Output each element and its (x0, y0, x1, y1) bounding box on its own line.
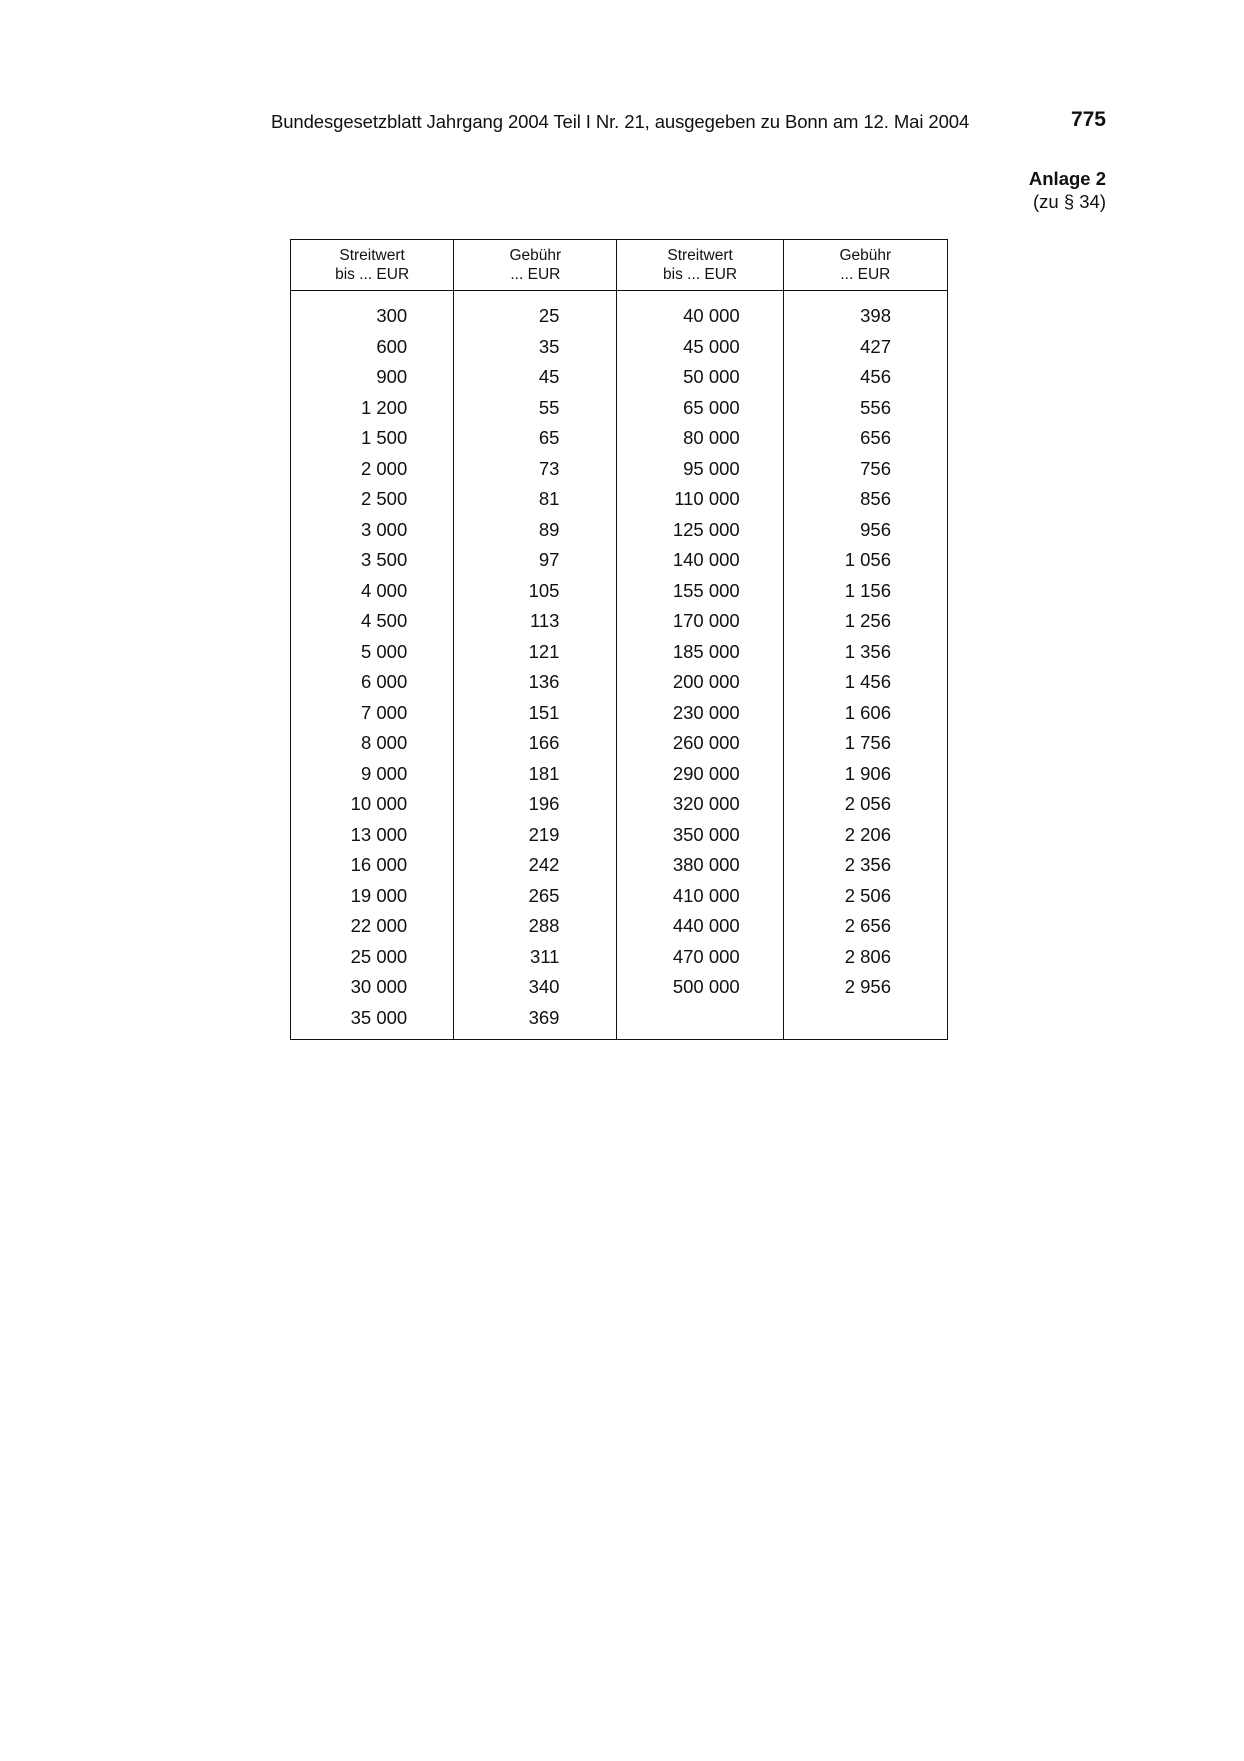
table-row (291, 362, 948, 393)
gebuehr-cell: 398 (783, 291, 947, 332)
gebuehr-cell: 166 (454, 728, 617, 759)
streitwert-cell (617, 1003, 783, 1040)
gebuehr-cell: 55 (454, 393, 617, 424)
streitwert-cell: 7 000 (360, 701, 408, 723)
header-unit: bis ... EUR (335, 266, 410, 283)
gebuehr-cell: 756 (783, 454, 947, 485)
streitwert-cell: 6 000 (360, 671, 408, 693)
header-unit: ... EUR (840, 266, 891, 283)
annex-title: Anlage 2 (1028, 168, 1106, 189)
gebuehr-cell: 196 (454, 789, 617, 820)
gebuehr-cell: 956 (783, 515, 947, 546)
streitwert-cell: 440 000 (617, 911, 783, 942)
streitwert-cell: 22 000 (350, 915, 408, 937)
streitwert-cell: 16 000 (350, 854, 408, 876)
streitwert-cell: 95 000 (617, 454, 783, 485)
table-row (291, 545, 948, 576)
table-row (291, 850, 948, 881)
table-row (291, 789, 948, 820)
gebuehr-cell: 265 (454, 881, 617, 912)
streitwert-cell: 125 000 (617, 515, 783, 546)
gebuehr-cell: 1 756 (783, 728, 947, 759)
gebuehr-cell: 2 206 (783, 820, 947, 851)
gebuehr-cell: 2 806 (783, 942, 947, 973)
table-row (291, 332, 948, 363)
header-gebuehr-2 (783, 240, 947, 291)
streitwert-cell: 40 000 (617, 291, 783, 332)
header-label: Streitwert (667, 247, 733, 264)
running-head: Bundesgesetzblatt Jahrgang 2004 Teil I Nr. 21, ausgegeben zu Bonn am 12. Mai 2004 (271, 111, 970, 132)
header-label: Gebühr (839, 247, 892, 264)
streitwert-cell: 5 000 (360, 640, 408, 662)
table-row (291, 576, 948, 607)
fee-table (290, 239, 948, 1040)
streitwert-cell: 170 000 (617, 606, 783, 637)
table-row (291, 911, 948, 942)
table-row (291, 820, 948, 851)
gebuehr-cell: 340 (454, 972, 617, 1003)
table-row (291, 291, 948, 332)
streitwert-cell: 500 000 (617, 972, 783, 1003)
gebuehr-cell: 113 (454, 606, 617, 637)
streitwert-cell: 1 200 (360, 396, 408, 418)
gebuehr-cell: 2 956 (783, 972, 947, 1003)
streitwert-cell: 110 000 (617, 484, 783, 515)
annex-block (1029, 167, 1106, 213)
streitwert-cell: 230 000 (617, 698, 783, 729)
gebuehr-cell: 181 (454, 759, 617, 790)
gebuehr-cell: 242 (454, 850, 617, 881)
gebuehr-cell: 1 056 (783, 545, 947, 576)
gebuehr-cell: 2 056 (783, 789, 947, 820)
fee-table-body (291, 291, 948, 1040)
gebuehr-cell: 35 (454, 332, 617, 363)
gebuehr-cell: 2 656 (783, 911, 947, 942)
streitwert-cell: 65 000 (617, 393, 783, 424)
gebuehr-cell: 656 (783, 423, 947, 454)
gebuehr-cell: 1 356 (783, 637, 947, 668)
gebuehr-cell: 1 256 (783, 606, 947, 637)
header-streitwert-1 (291, 240, 454, 291)
streitwert-cell: 4 000 (360, 579, 408, 601)
header-streitwert-2 (617, 240, 783, 291)
gebuehr-cell: 1 156 (783, 576, 947, 607)
table-row (291, 423, 948, 454)
streitwert-cell: 3 000 (360, 518, 408, 540)
streitwert-cell: 380 000 (617, 850, 783, 881)
table-row (291, 698, 948, 729)
streitwert-cell: 290 000 (617, 759, 783, 790)
header-gebuehr-1 (454, 240, 617, 291)
streitwert-cell: 140 000 (617, 545, 783, 576)
gebuehr-cell: 1 456 (783, 667, 947, 698)
gebuehr-cell: 2 506 (783, 881, 947, 912)
gebuehr-cell: 81 (454, 484, 617, 515)
gebuehr-cell: 89 (454, 515, 617, 546)
streitwert-cell: 25 000 (350, 945, 408, 967)
streitwert-cell: 600 (376, 335, 408, 357)
streitwert-cell: 30 000 (350, 976, 408, 998)
streitwert-cell: 470 000 (617, 942, 783, 973)
streitwert-cell: 1 500 (360, 427, 408, 449)
gebuehr-cell: 556 (783, 393, 947, 424)
streitwert-cell: 185 000 (617, 637, 783, 668)
gebuehr-cell: 456 (783, 362, 947, 393)
table-row (291, 637, 948, 668)
gebuehr-cell: 105 (454, 576, 617, 607)
gebuehr-cell: 369 (454, 1003, 617, 1040)
streitwert-cell: 155 000 (617, 576, 783, 607)
streitwert-cell: 80 000 (617, 423, 783, 454)
streitwert-cell: 300 (376, 305, 408, 327)
streitwert-cell: 35 000 (350, 1006, 408, 1028)
table-row (291, 1003, 948, 1040)
streitwert-cell: 2 000 (360, 457, 408, 479)
table-row (291, 759, 948, 790)
streitwert-cell: 8 000 (360, 732, 408, 754)
streitwert-cell: 410 000 (617, 881, 783, 912)
table-row (291, 881, 948, 912)
streitwert-cell: 2 500 (360, 488, 408, 510)
page-number: 775 (1070, 108, 1106, 131)
header-label: Gebühr (509, 247, 562, 264)
table-row (291, 515, 948, 546)
table-row (291, 606, 948, 637)
gebuehr-cell: 856 (783, 484, 947, 515)
gebuehr-cell: 1 906 (783, 759, 947, 790)
gebuehr-cell: 2 356 (783, 850, 947, 881)
streitwert-cell: 320 000 (617, 789, 783, 820)
gebuehr-cell: 45 (454, 362, 617, 393)
table-row (291, 484, 948, 515)
streitwert-cell: 10 000 (350, 793, 408, 815)
streitwert-cell: 260 000 (617, 728, 783, 759)
gebuehr-cell: 219 (454, 820, 617, 851)
table-row (291, 393, 948, 424)
table-row (291, 728, 948, 759)
streitwert-cell: 3 500 (360, 549, 408, 571)
gebuehr-cell: 1 606 (783, 698, 947, 729)
gebuehr-cell: 288 (454, 911, 617, 942)
streitwert-cell: 900 (376, 366, 408, 388)
streitwert-cell: 19 000 (350, 884, 408, 906)
header-unit: bis ... EUR (663, 266, 738, 283)
gebuehr-cell: 97 (454, 545, 617, 576)
gebuehr-cell: 73 (454, 454, 617, 485)
annex-reference: (zu § 34) (1032, 191, 1106, 212)
gebuehr-cell: 121 (454, 637, 617, 668)
table-row (291, 454, 948, 485)
header-unit: ... EUR (510, 266, 561, 283)
gebuehr-cell: 65 (454, 423, 617, 454)
fee-table-header (291, 240, 948, 291)
streitwert-cell: 45 000 (617, 332, 783, 363)
table-row (291, 972, 948, 1003)
table-row (291, 942, 948, 973)
streitwert-cell: 13 000 (350, 823, 408, 845)
header-row (291, 240, 948, 291)
gebuehr-cell (783, 1003, 947, 1040)
streitwert-cell: 4 500 (360, 610, 408, 632)
gebuehr-cell: 311 (454, 942, 617, 973)
streitwert-cell: 50 000 (617, 362, 783, 393)
gebuehr-cell: 136 (454, 667, 617, 698)
streitwert-cell: 350 000 (617, 820, 783, 851)
gebuehr-cell: 151 (454, 698, 617, 729)
gebuehr-cell: 25 (454, 291, 617, 332)
table-row (291, 667, 948, 698)
gebuehr-cell: 427 (783, 332, 947, 363)
streitwert-cell: 200 000 (617, 667, 783, 698)
header-label: Streitwert (339, 247, 405, 264)
streitwert-cell: 9 000 (360, 762, 408, 784)
